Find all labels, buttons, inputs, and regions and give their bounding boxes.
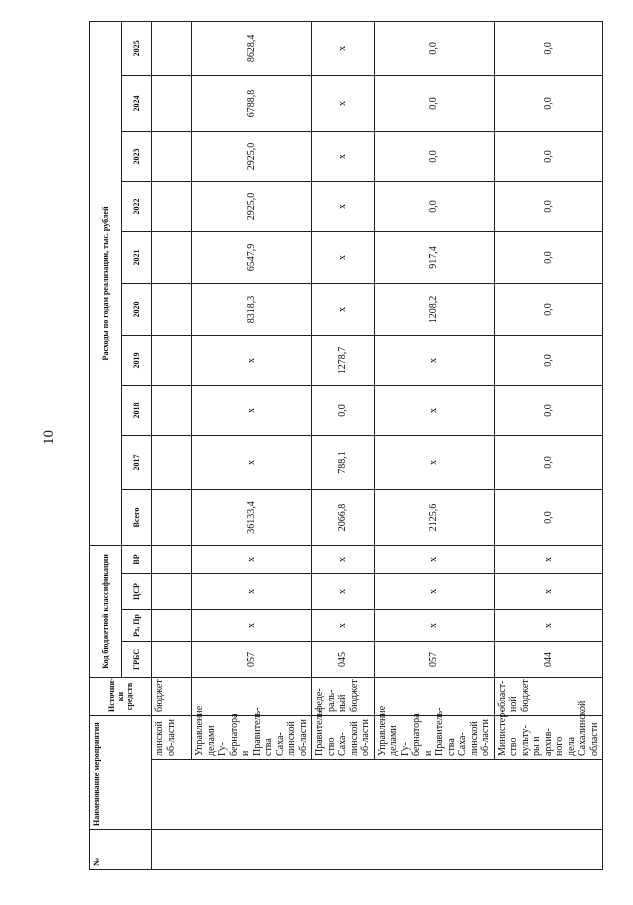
cell-grbs: 057	[374, 642, 494, 678]
header-grbs: ГРБС	[122, 642, 152, 678]
cell-value: 6788,8	[192, 75, 312, 131]
cell-value: 0,0	[374, 181, 494, 231]
cell-csr: x	[494, 574, 603, 610]
cell-executor: Управление делами Гу-бернатора и Правитель-ства Саха-линской об-ласти	[192, 716, 312, 760]
header-year-2025: 2025	[122, 21, 152, 75]
cell-vr: x	[312, 545, 375, 573]
cell-csr	[152, 574, 192, 610]
cell-value	[152, 335, 192, 385]
cell-executor: Управление делами Гу-бернатора и Правитель-ства Саха-линской об-ласти	[374, 716, 494, 760]
header-year-2021: 2021	[122, 231, 152, 283]
table-row	[374, 21, 494, 869]
cell-value: 36133,4	[192, 489, 312, 545]
cell-rzpr	[152, 610, 192, 642]
cell-value: 0,0	[374, 75, 494, 131]
header-rzpr: Рз, Пр	[122, 610, 152, 642]
table-row	[494, 21, 603, 869]
cell-csr: x	[192, 574, 312, 610]
header-costs-group: Расходы по годам реализации, тыс. рублей	[90, 21, 122, 545]
cell-vr: x	[192, 545, 312, 573]
header-name: Наименование мероприятия	[90, 716, 152, 830]
cell-value	[152, 21, 192, 75]
cell-csr: x	[374, 574, 494, 610]
cell-value: 0,0	[494, 335, 603, 385]
header-year-total: Всего	[122, 489, 152, 545]
header-year-2022: 2022	[122, 181, 152, 231]
cell-value	[152, 435, 192, 489]
cell-value: 0,0	[374, 21, 494, 75]
budget-table	[89, 21, 603, 870]
cell-value: x	[312, 231, 375, 283]
header-year-2023: 2023	[122, 131, 152, 181]
cell-value: 788,1	[312, 435, 375, 489]
header-csr: ЦСР	[122, 574, 152, 610]
cell-executor: линской об-ласти	[152, 716, 192, 760]
header-source: Источни-ки средств	[90, 678, 152, 716]
cell-value: 2925,0	[192, 181, 312, 231]
cell-value	[152, 75, 192, 131]
cell-value: x	[374, 335, 494, 385]
header-vr: ВР	[122, 545, 152, 573]
cell-value: 917,4	[374, 231, 494, 283]
header-year-2018: 2018	[122, 385, 152, 435]
cell-value: x	[312, 181, 375, 231]
cell-value: x	[312, 283, 375, 335]
cell-value: x	[374, 385, 494, 435]
header-year-2017: 2017	[122, 435, 152, 489]
cell-value: x	[312, 131, 375, 181]
cell-grbs	[152, 642, 192, 678]
cell-grbs: 045	[312, 642, 375, 678]
cell-grbs: 057	[192, 642, 312, 678]
header-year-2020: 2020	[122, 283, 152, 335]
cell-source: бюджет	[152, 678, 192, 716]
header-year-2019: 2019	[122, 335, 152, 385]
cell-value: 0,0	[494, 181, 603, 231]
cell-value: 0,0	[494, 489, 603, 545]
cell-value: 8318,3	[192, 283, 312, 335]
cell-source: феде-раль-ный бюджет	[312, 678, 375, 716]
cell-value: 0,0	[494, 435, 603, 489]
cell-value	[152, 131, 192, 181]
cell-value: 2125,6	[374, 489, 494, 545]
cell-value: x	[312, 75, 375, 131]
cell-value: x	[192, 335, 312, 385]
cell-csr: x	[312, 574, 375, 610]
cell-value: 0,0	[494, 231, 603, 283]
cell-value	[152, 385, 192, 435]
cell-value: 1278,7	[312, 335, 375, 385]
budget-table-container	[89, 34, 600, 870]
cell-value: 0,0	[494, 21, 603, 75]
cell-value	[152, 489, 192, 545]
cell-value	[152, 283, 192, 335]
cell-name	[152, 760, 603, 830]
cell-vr: x	[374, 545, 494, 573]
cell-executor: Министер-ство культу-ры и архив-ного дела Сахалинской области	[494, 716, 603, 760]
table-row	[152, 21, 192, 869]
cell-value: 8628,4	[192, 21, 312, 75]
header-no: №	[90, 830, 152, 870]
cell-value: 2066,8	[312, 489, 375, 545]
cell-value: x	[312, 21, 375, 75]
cell-value	[152, 231, 192, 283]
cell-value: 0,0	[494, 385, 603, 435]
cell-rzpr: x	[312, 610, 375, 642]
cell-grbs: 044	[494, 642, 603, 678]
cell-value: x	[192, 385, 312, 435]
cell-value: 0,0	[312, 385, 375, 435]
cell-value: 0,0	[494, 75, 603, 131]
cell-value: x	[374, 435, 494, 489]
cell-value: 1208,2	[374, 283, 494, 335]
cell-rzpr: x	[374, 610, 494, 642]
cell-value: x	[192, 435, 312, 489]
header-year-2024: 2024	[122, 75, 152, 131]
table-row	[312, 21, 375, 869]
cell-value: 6547,9	[192, 231, 312, 283]
cell-no	[152, 830, 603, 870]
table-row	[192, 21, 312, 869]
cell-value: 0,0	[494, 283, 603, 335]
cell-vr	[152, 545, 192, 573]
page-number: 10	[41, 430, 57, 445]
cell-vr: x	[494, 545, 603, 573]
cell-rzpr: x	[192, 610, 312, 642]
header-code-group: Код бюджетной классификации	[90, 545, 122, 677]
cell-executor: Правитель-ство Саха-линской об-ласти	[312, 716, 375, 760]
cell-rzpr: x	[494, 610, 603, 642]
cell-value: 0,0	[374, 131, 494, 181]
cell-value: 2925,0	[192, 131, 312, 181]
cell-value: 0,0	[494, 131, 603, 181]
cell-value	[152, 181, 192, 231]
cell-source: област-ной бюджет	[494, 678, 603, 716]
